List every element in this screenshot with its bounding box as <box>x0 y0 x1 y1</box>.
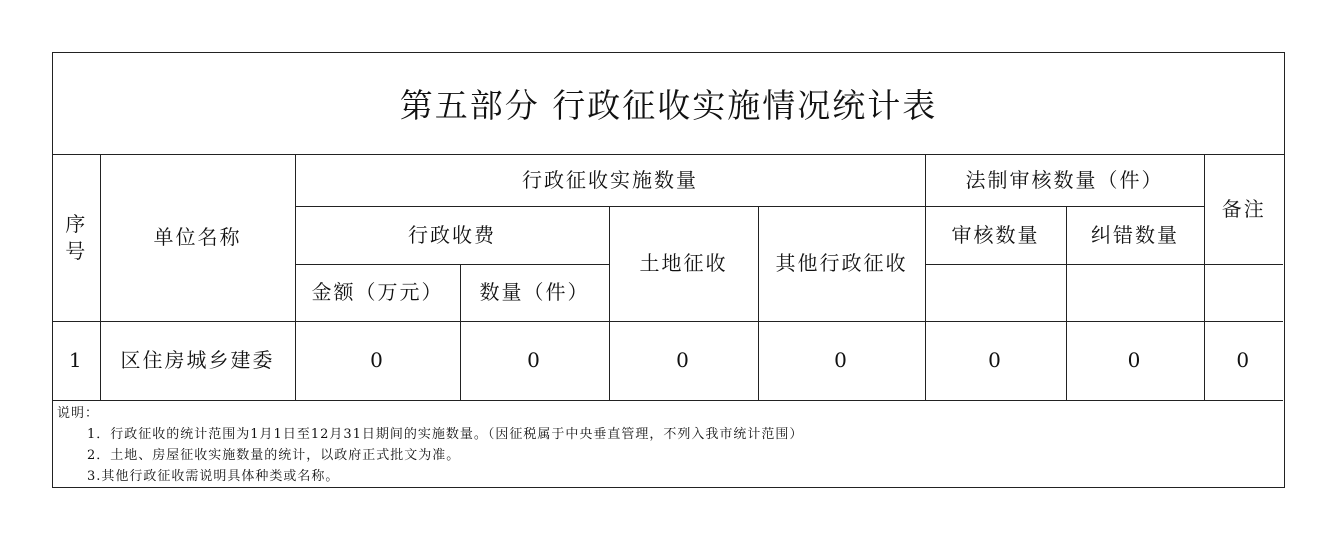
cell-seq: 1 <box>53 321 100 400</box>
header-seq-char2: 号 <box>65 238 88 263</box>
statistics-sheet <box>52 52 1285 488</box>
cell-quantity: 0 <box>460 321 609 400</box>
note-item-3: 3.其他行政征收需说明具体种类或名称。 <box>87 469 340 484</box>
header-other: 其他行政征收 <box>758 206 925 321</box>
cell-review: 0 <box>925 321 1066 400</box>
notes-section <box>53 400 1284 487</box>
header-review-blank <box>925 264 1066 321</box>
cell-remarks: 0 <box>1204 321 1283 400</box>
note-item-1: 1．行政征收的统计范围为1月1日至12月31日期间的实施数量。（因征税属于中央垂直管理，不列入我市统计范围） <box>87 427 804 442</box>
header-amount: 金额（万元） <box>295 264 460 321</box>
header-correction-count: 纠错数量 <box>1066 206 1204 264</box>
note-item-2: 2．土地、房屋征收实施数量的统计，以政府正式批文为准。 <box>87 448 461 463</box>
header-seq-char1: 序 <box>65 211 88 236</box>
notes-heading: 说明： <box>57 406 100 421</box>
cell-unit: 区住房城乡建委 <box>100 321 295 400</box>
header-impl-count: 行政征收实施数量 <box>295 155 925 206</box>
header-seq <box>53 155 100 321</box>
header-admin-fees: 行政收费 <box>295 206 609 264</box>
header-remarks-blank <box>1204 264 1283 321</box>
cell-correction: 0 <box>1066 321 1204 400</box>
header-correction-blank <box>1066 264 1204 321</box>
table-title: 第五部分 行政征收实施情况统计表 <box>53 53 1284 155</box>
header-unit-name: 单位名称 <box>100 155 295 321</box>
cell-other: 0 <box>758 321 925 400</box>
header-legal-review: 法制审核数量（件） <box>925 155 1204 206</box>
header-review-count: 审核数量 <box>925 206 1066 264</box>
header-remarks: 备注 <box>1204 155 1283 264</box>
table-row <box>53 321 1283 400</box>
cell-amount: 0 <box>295 321 460 400</box>
statistics-table <box>53 155 1283 401</box>
header-land: 土地征收 <box>609 206 758 321</box>
header-quantity: 数量（件） <box>460 264 609 321</box>
cell-land: 0 <box>609 321 758 400</box>
